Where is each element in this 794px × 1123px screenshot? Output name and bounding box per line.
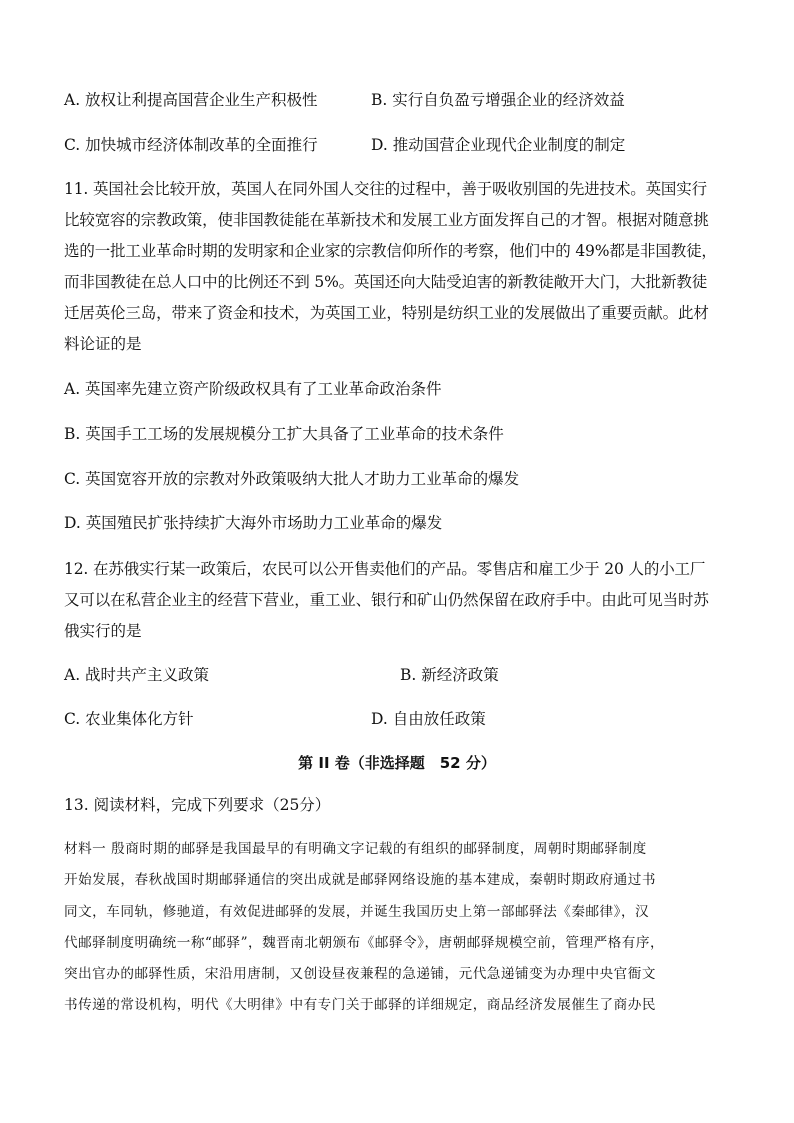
q11-stem-line: 选的一批工业革命时期的发明家和企业家的宗教信仰所作的考察，他们中的 49%都是非国教徒， — [64, 242, 717, 260]
q11-option-c: C. 英国宽容开放的宗教对外政策吸纳大批人才助力工业革命的爆发 — [64, 470, 520, 488]
q12-option-c: C. 农业集体化方针 — [64, 710, 194, 728]
q11-option-b: B. 英国手工工场的发展规模分工扩大具备了工业革命的技术条件 — [64, 425, 504, 443]
q13-material-line: 代邮驿制度明确统一称“邮驿”，魏晋南北朝颁布《邮驿令》，唐朝邮驿规模空前，管理严格有序， — [64, 935, 665, 951]
q12-option-d: D. 自由放任政策 — [371, 710, 486, 728]
q12-stem-line: 俄实行的是 — [64, 622, 142, 640]
q11-option-a: A. 英国率先建立资产阶级政权具有了工业革命政治条件 — [64, 380, 442, 398]
q10-option-c: C. 加快城市经济体制改革的全面推行 — [64, 136, 318, 154]
q12-option-b: B. 新经济政策 — [400, 666, 499, 684]
q12-options-row-2 — [64, 709, 744, 729]
q10-options-row-1 — [64, 90, 744, 110]
q13-stem: 13. 阅读材料，完成下列要求（25分） — [64, 796, 331, 814]
q10-option-d: D. 推动国营企业现代企业制度的制定 — [371, 136, 626, 154]
q13-material-line: 开始发展，春秋战国时期邮驿通信的突出成就是邮驿网络设施的基本建成，秦朝时期政府通过书 — [64, 872, 656, 888]
q11-stem-line: 11. 英国社会比较开放，英国人在同外国人交往的过程中，善于吸收别国的先进技术。英国实行 — [64, 180, 707, 198]
q11-stem-line: 比较宽容的宗教政策，使非国教徒能在革新技术和发展工业方面发挥自己的才智。根据对随意挑 — [64, 211, 709, 229]
q12-option-a: A. 战时共产主义政策 — [64, 666, 210, 684]
q12-stem-line: 又可以在私营企业主的经营下营业，重工业、银行和矿山仍然保留在政府手中。由此可见当时苏 — [64, 591, 709, 609]
q12-stem-line: 12. 在苏俄实行某一政策后，农民可以公开售卖他们的产品。零售店和雇工少于 20 人的小工厂 — [64, 560, 706, 578]
q13-material-line: 同文，车同轨，修驰道，有效促进邮驿的发展，并诞生我国历史上第一部邮驿法《秦邮律》，汉 — [64, 904, 650, 920]
q11-stem-line: 料论证的是 — [64, 335, 142, 353]
q13-material-line: 突出官办的邮驿性质，宋沿用唐制，又创设昼夜兼程的急递铺，元代急递铺变为办理中央官衙文 — [64, 966, 656, 982]
q11-option-d: D. 英国殖民扩张持续扩大海外市场助力工业革命的爆发 — [64, 514, 443, 532]
q11-stem-line: 迁居英伦三岛，带来了资金和技术，为英国工业，特别是纺织工业的发展做出了重要贡献。此材 — [64, 304, 709, 322]
q13-material-line: 书传递的常设机构，明代《大明律》中有专门关于邮驿的详细规定，商品经济发展催生了商办民 — [64, 997, 656, 1013]
q13-material-line: 材料一 殷商时期的邮驿是我国最早的有明确文字记载的有组织的邮驿制度，周朝时期邮驿制度 — [64, 841, 647, 857]
q10-option-a: A. 放权让利提高国营企业生产积极性 — [64, 91, 318, 109]
section-title: 第 II 卷（非选择题 52 分） — [298, 754, 496, 772]
q10-options-row-2 — [64, 135, 744, 155]
q11-stem-line: 而非国教徒在总人口中的比例还不到 5%。英国还向大陆受迫害的新教徒敞开大门，大批新教徒 — [64, 273, 708, 291]
q10-option-b: B. 实行自负盈亏增强企业的经济效益 — [371, 91, 625, 109]
q12-options-row-1 — [64, 665, 744, 685]
